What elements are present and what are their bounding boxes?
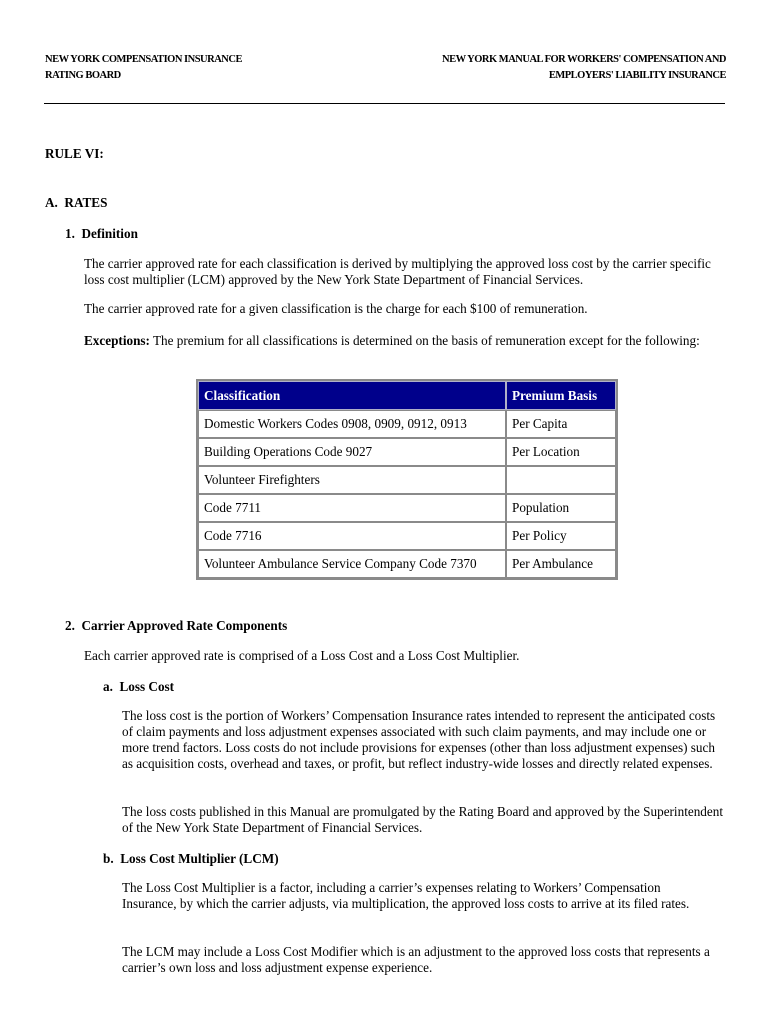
table-row bbox=[198, 466, 616, 494]
item2-heading: 2. Carrier Approved Rate Components bbox=[65, 618, 288, 633]
table-header-classification: Classification bbox=[198, 381, 506, 410]
table-cell-premium-basis bbox=[506, 466, 616, 494]
lcm-para1: The Loss Cost Multiplier is a factor, including a carrier’s expenses relating to Workers’ Compensation Insurance, by which the carrier adjusts, via multiplication, the approved loss costs to arrive at its filed rates. bbox=[122, 880, 690, 911]
rule-title: RULE VI: bbox=[45, 146, 104, 161]
item1-para2: The carrier approved rate for a given classification is the charge for each $100 of remuneration. bbox=[84, 301, 588, 316]
loss-cost-heading: a. Loss Cost bbox=[103, 679, 175, 694]
exceptions-table bbox=[196, 379, 618, 580]
header-manual bbox=[442, 52, 726, 84]
table-cell-premium-basis: Per Location bbox=[506, 438, 616, 466]
table-row bbox=[198, 494, 616, 522]
table-row bbox=[198, 438, 616, 466]
exceptions-label: Exceptions: bbox=[84, 333, 150, 348]
header-org bbox=[45, 52, 242, 84]
table-cell-classification: Code 7711 bbox=[198, 494, 506, 522]
header-manual-line2: EMPLOYERS' LIABILITY INSURANCE bbox=[548, 70, 726, 81]
header-org-line2: RATING BOARD bbox=[45, 70, 121, 81]
lcm-para2: The LCM may include a Loss Cost Modifier which is an adjustment to the approved loss costs that represents a carrier’s own loss and loss adjustment expense experience. bbox=[122, 944, 710, 975]
exceptions-paragraph bbox=[84, 333, 724, 349]
header-manual-line1: NEW YORK MANUAL FOR WORKERS' COMPENSATION AND bbox=[442, 54, 726, 65]
table-row bbox=[198, 550, 616, 578]
table-header-premium-basis: Premium Basis bbox=[506, 381, 616, 410]
table-header-row bbox=[198, 381, 616, 410]
loss-cost-para2: The loss costs published in this Manual are promulgated by the Rating Board and approved by the Superintendent of the New York State Department of Financial Services. bbox=[122, 804, 724, 835]
table-row bbox=[198, 410, 616, 438]
section-a-heading: A. RATES bbox=[45, 195, 108, 210]
item1-para1: The carrier approved rate for each classification is derived by multiplying the approved loss cost by the carrier specific loss cost multiplier (LCM) approved by the New York State Department of Financial Services. bbox=[84, 256, 711, 287]
table-cell-premium-basis: Per Policy bbox=[506, 522, 616, 550]
item2-para: Each carrier approved rate is comprised of a Loss Cost and a Loss Cost Multiplier. bbox=[84, 648, 520, 663]
header-org-line1: NEW YORK COMPENSATION INSURANCE bbox=[45, 54, 242, 65]
loss-cost-para1: The loss cost is the portion of Workers’ Compensation Insurance rates intended to represent the anticipated costs of claim payments and loss adjustment expenses associated with such claim payments, and may include one or more trend factors. Loss costs do not include provisions for expenses (other than loss adjustment expenses) such as acquisition costs, overhead and taxes, or profit, but reflect industry-wide losses and directly related expenses. bbox=[122, 708, 716, 771]
header-divider bbox=[44, 103, 725, 104]
table-cell-classification: Building Operations Code 9027 bbox=[198, 438, 506, 466]
table-cell-premium-basis: Per Capita bbox=[506, 410, 616, 438]
table-cell-classification: Domestic Workers Codes 0908, 0909, 0912, 0913 bbox=[198, 410, 506, 438]
table-cell-premium-basis: Population bbox=[506, 494, 616, 522]
lcm-heading: b. Loss Cost Multiplier (LCM) bbox=[103, 851, 279, 866]
table-cell-premium-basis: Per Ambulance bbox=[506, 550, 616, 578]
table-cell-classification: Volunteer Firefighters bbox=[198, 466, 506, 494]
table-cell-classification: Volunteer Ambulance Service Company Code 7370 bbox=[198, 550, 506, 578]
item1-heading: 1. Definition bbox=[65, 226, 138, 241]
table-row bbox=[198, 522, 616, 550]
exceptions-text: The premium for all classifications is determined on the basis of remuneration except for the following: bbox=[149, 333, 700, 348]
table-cell-classification: Code 7716 bbox=[198, 522, 506, 550]
